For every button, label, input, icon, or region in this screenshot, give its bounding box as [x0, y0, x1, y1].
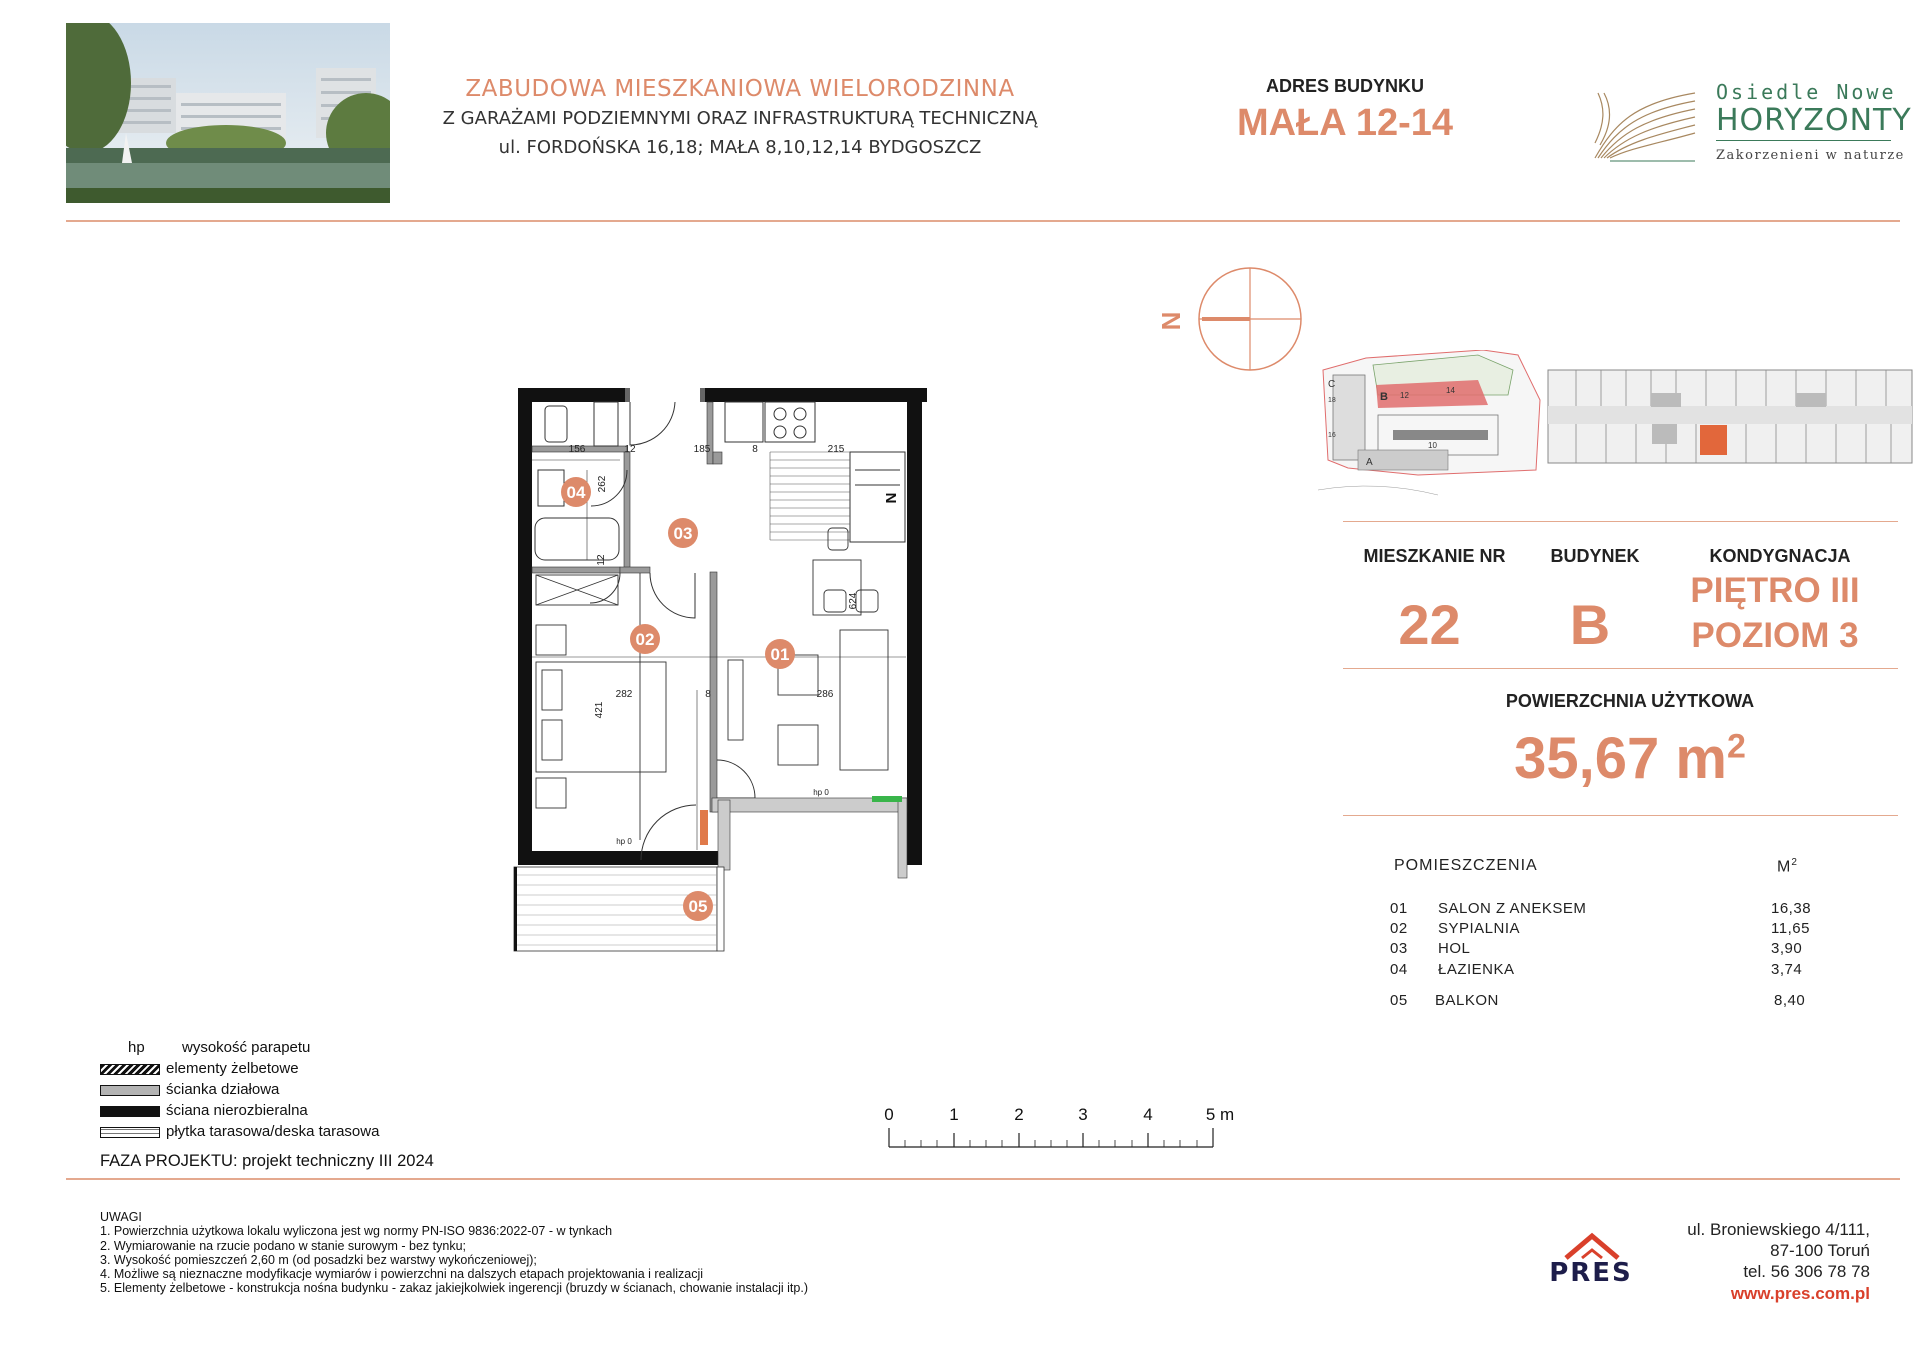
legend-swatch-reinforced — [100, 1064, 160, 1075]
plan-north-mark: N — [882, 492, 899, 504]
note-line: 2. Wymiarowanie na rzucie podano w stanie surowym - bez tynku; — [100, 1238, 467, 1253]
note-line: 5. Elementy żelbetowe - konstrukcja nośna budynku - zakaz jakiejkolwiek ingerencji (bruzdy w ścianach, chowanie instalacji itp.) — [100, 1281, 808, 1296]
rooms-header-unit — [1777, 857, 1798, 876]
room-number: 01 — [1390, 900, 1408, 917]
notes-title: UWAGI — [100, 1210, 142, 1224]
dimension-label: 286 — [816, 689, 834, 700]
room-name: ŁAZIENKA — [1438, 961, 1515, 978]
room-number: 03 — [1390, 940, 1408, 957]
room-number: 04 — [1390, 961, 1408, 978]
dimension-label: 12 — [596, 554, 607, 566]
room-badge — [765, 639, 795, 669]
legend-swatch-decking — [100, 1127, 160, 1138]
legend-swatch-partition — [100, 1085, 160, 1096]
project-address: ul. FORDOŃSKA 16,18; MAŁA 8,10,12,14 BYDGOSZCZ — [498, 137, 982, 158]
logo-name-line1: Osiedle Nowe — [1716, 80, 1897, 104]
dimension-label: 156 — [568, 444, 586, 455]
project-title: ZABUDOWA MIESZKANIOWA WIELORODZINNA — [465, 76, 1015, 102]
room-name: SYPIALNIA — [1438, 920, 1521, 937]
developer-address-line2: 87-100 Toruń — [1770, 1241, 1870, 1260]
floor-key-plan — [1546, 368, 1914, 465]
scale-tick-label: 5 m — [1205, 1105, 1235, 1124]
apartment-number-value: 22 — [1398, 593, 1461, 656]
room-badge-label: 04 — [566, 483, 586, 502]
notes-block — [100, 1210, 808, 1296]
logo-name-line2: HORYZONTY — [1716, 103, 1912, 138]
room-badge — [561, 477, 591, 507]
pres-logo-text: PRES — [1549, 1258, 1633, 1288]
legend-label: ściana nierozbieralna — [166, 1102, 308, 1119]
building-address-value: MAŁA 12-14 — [1236, 102, 1454, 144]
room-number: 05 — [1390, 992, 1408, 1009]
svg-text:C: C — [1328, 379, 1336, 390]
room-badge-label: 05 — [688, 897, 708, 916]
svg-text:14: 14 — [1446, 386, 1455, 395]
dimension-label: 215 — [827, 444, 845, 455]
legend-label: elementy żelbetowe — [166, 1060, 299, 1077]
svg-text:10: 10 — [1428, 441, 1437, 450]
developer-website-link[interactable]: www.pres.com.pl — [1730, 1284, 1870, 1303]
building-address-label: ADRES BUDYNKU — [1265, 76, 1424, 96]
room-number: 02 — [1390, 920, 1408, 937]
svg-text:B: B — [1380, 391, 1388, 403]
room-badge — [630, 624, 660, 654]
scale-tick-label: 2 — [1014, 1105, 1024, 1124]
dimension-label: 262 — [597, 475, 608, 493]
scale-bar — [880, 1100, 1240, 1150]
building-label: BUDYNEK — [1550, 546, 1640, 566]
room-badge-label: 01 — [770, 645, 790, 664]
developer-address-line1: ul. Broniewskiego 4/111, — [1687, 1220, 1870, 1239]
room-row — [1390, 992, 1810, 1012]
compass-north-label: N — [1156, 311, 1186, 331]
info-divider-top — [1343, 521, 1898, 522]
dimension-label: hp 0 — [616, 837, 632, 846]
room-name: HOL — [1438, 940, 1471, 957]
building-value: B — [1569, 593, 1611, 656]
svg-text:A: A — [1366, 457, 1373, 468]
site-plan-map — [1318, 350, 1548, 500]
dimension-label: 8 — [752, 444, 758, 455]
legend-swatch-loadbearing — [100, 1106, 160, 1117]
usable-area-value — [1440, 725, 1820, 792]
legend-hp-abbr: hp — [128, 1039, 145, 1056]
room-badge — [683, 891, 713, 921]
footer-divider — [66, 1178, 1900, 1180]
project-subtitle: Z GARAŻAMI PODZIEMNYMI ORAZ INFRASTRUKTURĄ TECHNICZNĄ — [442, 108, 1038, 129]
room-row — [1390, 940, 1810, 960]
dimension-label: 12 — [624, 444, 636, 455]
room-area: 16,38 — [1771, 900, 1812, 917]
room-badge-label: 02 — [635, 630, 655, 649]
legend-label: ścianka działowa — [166, 1081, 280, 1098]
dimension-label: hp 0 — [813, 788, 829, 797]
logo-emblem-icon — [1590, 83, 1700, 163]
room-row — [1390, 961, 1810, 981]
dimension-label: 421 — [594, 701, 605, 719]
header-photo — [66, 23, 390, 203]
scale-tick-label: 1 — [949, 1105, 959, 1124]
info-divider-mid — [1343, 668, 1898, 669]
room-area: 8,40 — [1774, 992, 1806, 1009]
svg-text:12: 12 — [1400, 391, 1409, 400]
floor-value-line2: POZIOM 3 — [1691, 616, 1859, 655]
apartment-number-label: MIESZKANIE NR — [1363, 546, 1506, 566]
room-badge — [668, 518, 698, 548]
header-divider — [66, 220, 1900, 222]
room-row — [1390, 920, 1810, 940]
scale-tick-label: 3 — [1078, 1105, 1088, 1124]
room-badge-label: 03 — [673, 524, 693, 543]
room-name: SALON Z ANEKSEM — [1438, 900, 1587, 917]
info-divider-bottom — [1343, 815, 1898, 816]
floor-plan — [500, 380, 940, 960]
floor-value-line1: PIĘTRO III — [1690, 571, 1860, 610]
room-area: 3,90 — [1771, 940, 1803, 957]
developer-phone: tel. 56 306 78 78 — [1743, 1262, 1870, 1281]
dimension-label: 624 — [848, 592, 859, 610]
svg-text:18: 18 — [1328, 397, 1336, 404]
dimension-label: 185 — [693, 444, 711, 455]
rooms-header-unit-text: M — [1777, 858, 1792, 876]
note-line: 4. Możliwe są nieznaczne modyfikacje wymiarów i powierzchni na dalszych etapach projektowania i realizacji — [100, 1267, 704, 1282]
logo-divider — [1716, 140, 1891, 141]
scale-tick-label: 0 — [884, 1105, 894, 1124]
note-line: 1. Powierzchnia użytkowa lokalu wyliczona jest wg normy PN-ISO 9836:2022-07 - w tynkach — [100, 1224, 613, 1239]
svg-text:16: 16 — [1328, 432, 1336, 439]
legend-label: płytka tarasowa/deska tarasowa — [166, 1123, 380, 1140]
note-line: 3. Wysokość pomieszczeń 2,60 m (od posadzki bez warstwy wykończeniowej); — [100, 1252, 537, 1267]
room-area: 11,65 — [1771, 920, 1810, 937]
room-row — [1390, 900, 1810, 920]
rooms-header-unit-sup: 2 — [1791, 857, 1798, 868]
scale-tick-label: 4 — [1143, 1105, 1153, 1124]
room-name: BALKON — [1435, 992, 1499, 1009]
room-area: 3,74 — [1771, 961, 1803, 978]
rooms-header-label: POMIESZCZENIA — [1394, 857, 1538, 874]
logo-tagline: Zakorzenieni w naturze — [1716, 148, 1905, 163]
project-phase: FAZA PROJEKTU: projekt techniczny III 2024 — [100, 1152, 434, 1170]
floor-label: KONDYGNACJA — [1709, 546, 1851, 566]
dimension-label: 8 — [705, 689, 711, 700]
dimension-label: 282 — [615, 689, 633, 700]
usable-area-number: 35,67 m — [1514, 726, 1727, 791]
legend-hp-text: wysokość parapetu — [182, 1039, 311, 1056]
usable-area-label: POWIERZCHNIA UŻYTKOWA — [1505, 691, 1755, 711]
usable-area-sup: 2 — [1726, 727, 1746, 766]
